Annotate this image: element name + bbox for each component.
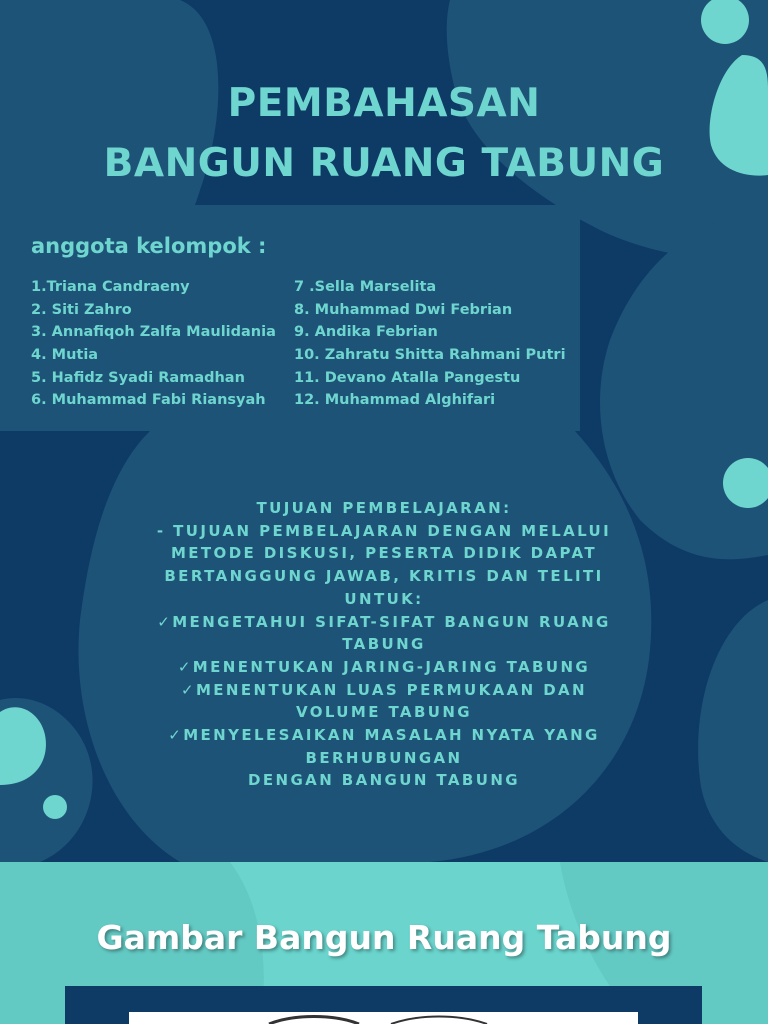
page-title [0,74,768,194]
goals-line: ✓MENENTUKAN JARING-JARING TABUNG [177,657,591,676]
member-item: 4. Mutia [31,347,99,364]
cylinder-drawing [129,1012,638,1024]
section-title: Gambar Bangun Ruang Tabung [96,918,672,957]
member-item: 10. Zahratu Shitta Rahmani Putri [294,347,566,364]
goals-line: BERHUBUNGAN [305,748,463,767]
member-item: 1.Triana Candraeny [31,279,190,295]
goals-line: ✓MENGETAHUI SIFAT-SIFAT BANGUN RUANG [157,612,611,631]
learning-goals [130,497,638,792]
member-item: 8. Muhammad Dwi Febrian [294,301,513,318]
cylinder-image-frame [65,986,702,1024]
title-line-1: PEMBAHASAN [227,81,541,126]
blob-bottom-right [698,600,768,862]
goals-line: TABUNG [342,635,426,654]
member-item: 9. Andika Febrian [294,324,438,341]
cylinder-image [129,1012,638,1024]
member-item: 3. Annafiqoh Zalfa Maulidania [31,324,276,341]
member-item: 2. Siti Zahro [31,301,132,318]
members-list-left [31,276,276,412]
member-item: 5. Hafidz Syadi Ramadhan [31,369,245,386]
goals-line: DENGAN BANGUN TABUNG [248,771,520,790]
title-line-2: BANGUN RUANG TABUNG [103,141,665,186]
member-item: 11. Devano Atalla Pangestu [294,369,521,386]
goals-line: ✓MENYELESAIKAN MASALAH NYATA YANG [168,726,600,745]
member-item: 7 .Sella Marselita [294,279,437,295]
members-list-right [294,276,566,412]
teal-dot-left [43,795,67,819]
goals-line: BERTANGGUNG JAWAB, KRITIS DAN TELITI [164,567,604,586]
goals-line: ✓MENENTUKAN LUAS PERMUKAAN DAN [180,680,588,699]
member-item: 12. Muhammad Alghifari [294,392,496,409]
goals-line: - TUJUAN PEMBELAJARAN DENGAN MELALUI [156,521,612,540]
member-item: 6. Muhammad Fabi Riansyah [31,392,266,409]
goals-line: TUJUAN PEMBELAJARAN: [256,499,512,517]
members-heading: anggota kelompok : [31,234,267,258]
goals-line: METODE DISKUSI, PESERTA DIDIK DAPAT [170,544,598,563]
goals-line: VOLUME TABUNG [295,703,473,722]
goals-line: UNTUK: [344,589,424,608]
